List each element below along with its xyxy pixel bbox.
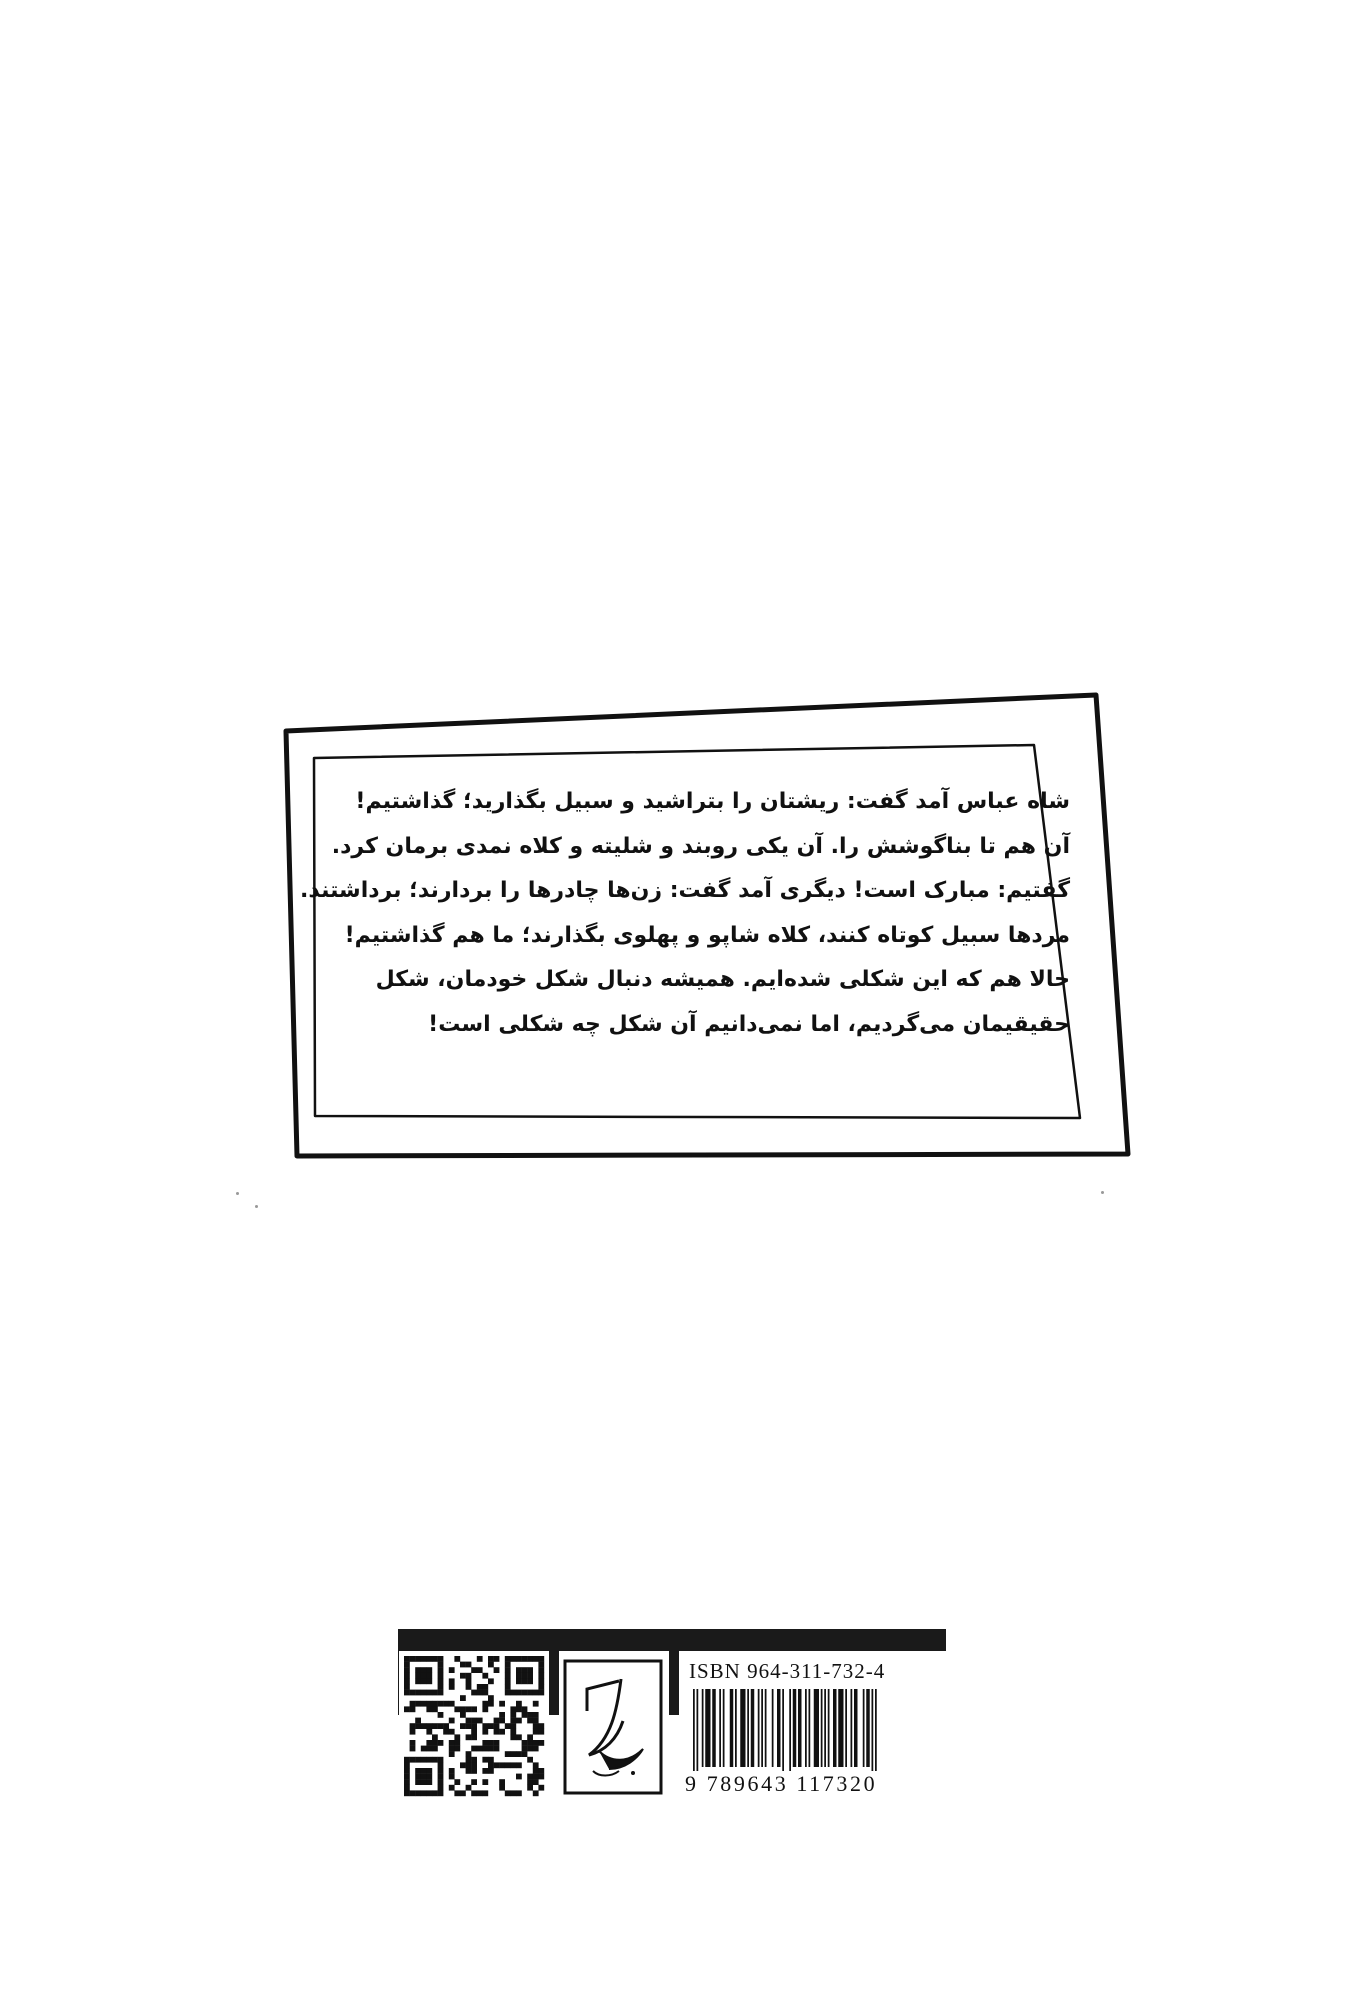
- publisher-logo-icon: [559, 1651, 669, 1801]
- quote-line: آن هم تا بناگوشش را. آن یکی روبند و شلیته و کلاه نمدی برمان کرد.: [331, 833, 1070, 859]
- barcode-bars: [691, 1689, 937, 1781]
- publisher-logo: [559, 1651, 669, 1801]
- ean-digits: 9 789643 117320: [685, 1771, 878, 1796]
- quote-line: گفتیم: مبارک است! دیگری آمد گفت: زن‌ها چادرها را بردارند؛ برداشتند.: [300, 878, 1070, 903]
- print-speck: [236, 1192, 239, 1195]
- quote-line: حقیقیمان می‌گردیم، اما نمی‌دانیم آن شکل چه شکلی است!: [428, 1011, 1070, 1037]
- qr-code-icon: [399, 1651, 549, 1801]
- quote-line: مردها سبیل کوتاه کنند، کلاه شاپو و پهلوی بگذارند؛ ما هم گذاشتیم!: [344, 922, 1070, 948]
- print-speck: [1101, 1191, 1104, 1194]
- quote-line: حالا هم که این شکلی شده‌ایم. همیشه دنبال شکل خودمان، شکل: [375, 967, 1070, 992]
- quote-line: شاه عباس آمد گفت: ریشتان را بتراشید و سبیل بگذارید؛ گذاشتیم!: [355, 789, 1070, 814]
- barcode: [679, 1651, 946, 1801]
- print-speck: [255, 1205, 258, 1208]
- isbn-label: ISBN 964-311-732-4: [689, 1659, 886, 1683]
- qr-code: [399, 1651, 549, 1801]
- quote-text: [300, 780, 1070, 1047]
